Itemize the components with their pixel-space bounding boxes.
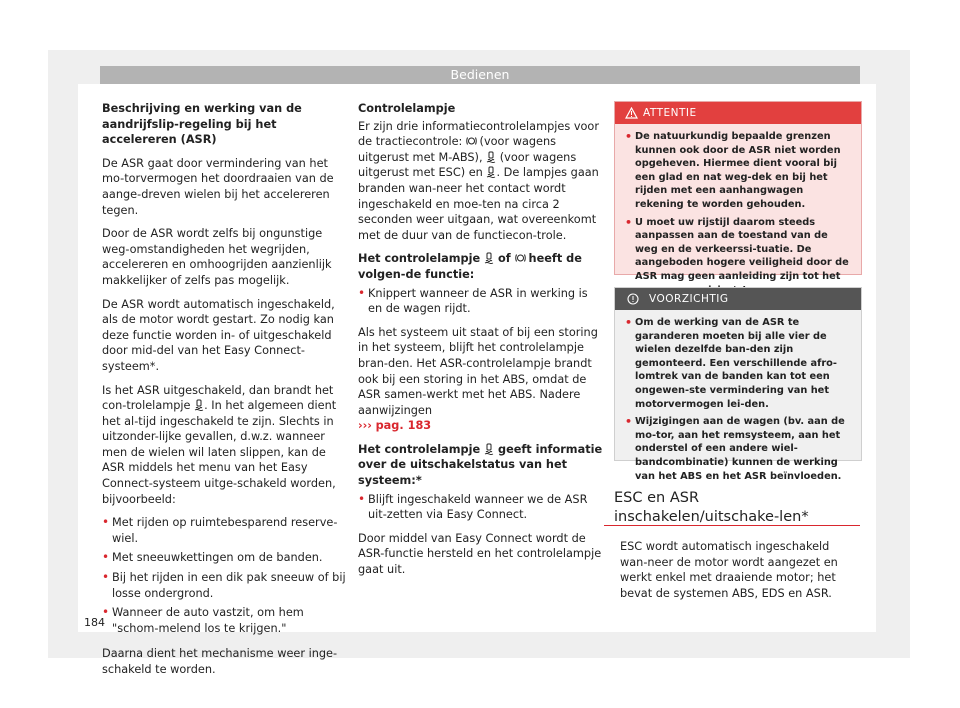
warning-triangle-icon <box>625 107 638 119</box>
section-divider <box>604 525 860 526</box>
caution-header <box>615 288 861 310</box>
asr-heading: Beschrijving en werking van de aandrijfslip-regeling bij het accelereren (ASR) <box>102 102 302 147</box>
warning-title: ATTENTIE <box>643 107 697 119</box>
paragraph <box>102 383 348 508</box>
list-item: • Wijzigingen aan de wagen (bv. aan de mo-tor, aan het remsysteem, aan het onderstel of een andere wiel-bandcombinatie) kunnen de werking van het ABS en het ASR beïnvloeden. <box>625 415 845 482</box>
caution-title: VOORZICHTIG <box>649 293 729 305</box>
paragraph: De ASR wordt automatisch ingeschakeld, als de motor wordt gestart. Zo nodig kan deze functie worden in- of uitgeschakeld door mid-del van het Easy Connect-systeem*. <box>102 297 335 373</box>
text: Is het ASR uitgeschakeld, dan brandt het con-trolelampje <box>102 383 334 413</box>
page-number: 184 <box>84 616 105 629</box>
asr-off-lamp-icon <box>486 166 496 178</box>
list-item: • Blijft ingeschakeld wanneer we de ASR uit-zetten via Easy Connect. <box>358 491 588 522</box>
paragraph: Door middel van Easy Connect wordt de ASR-functie hersteld en het controlelampje gaat uit. <box>358 531 602 577</box>
list-item: • Bij het rijden in een dik pak sneeuw of bij losse ondergrond. <box>102 570 346 600</box>
list-item: • Wanneer de auto vastzit, om hem "schom-melend los te krijgen." <box>102 605 304 635</box>
abs-lamp-icon <box>466 135 476 147</box>
subheading: Het controlelampje of heeft de volgen-de functie: <box>358 252 582 281</box>
column-middle <box>358 101 604 586</box>
text: . In het algemeen dient het al-tijd ingeschakeld te zijn. Slechts in uitzonder-lijke gevallen, d.w.z. wanneer men de wielen wil laten slippen, kan de ASR middels het menu van het Easy Connect-systeem uitge-schakeld worden, bijvoorbeeld: <box>102 399 337 506</box>
warning-box <box>614 101 862 282</box>
subheading: Het controlelampje geeft informatie over de uitschakelstatus van het systeem:* <box>358 442 603 488</box>
list-item: • Met sneeuwkettingen om de banden. <box>102 550 323 565</box>
controlelampje-heading: Controlelampje <box>358 102 456 115</box>
list-item: • Knippert wanneer de ASR in werking is en de wagen rijdt. <box>358 285 588 316</box>
section-header: Bedienen <box>100 66 860 84</box>
column-left <box>102 101 348 686</box>
page-reference-link[interactable]: pag. 183 <box>375 419 432 433</box>
reference-arrow: ››› <box>358 419 372 433</box>
caution-box <box>614 287 862 482</box>
esc-lamp-icon <box>486 151 496 163</box>
list-item: • De natuurkundig bepaalde grenzen kunnen ook door de ASR niet worden opgeheven. Hiermee dient vooral bij een glad en nat weg-dek en bij het rijden met een aanhangwagen rekening te worden gehouden. <box>625 130 841 210</box>
asr-off-lamp-icon <box>194 399 204 411</box>
warning-header <box>615 102 861 124</box>
paragraph: De ASR gaat door vermindering van het mo-torvermogen het doordraaien van de aange-dreven wielen bij het accelereren tegen. <box>102 156 334 217</box>
paragraph: Daarna dient het mechanisme weer inge-schakeld te worden. <box>102 647 338 676</box>
paragraph: Er zijn drie informatiecontrolelampjes voor de tractiecontrole: (voor wagens uitgerust met M-ABS), (voor wagens uitgerust met ESC) en . De lampjes gaan branden wan-neer het contact wordt ingeschakeld en moe-ten na circa 2 seconden weer uitgaan, wat overeenkomt met de duur van de functiecon-trole. <box>358 119 599 242</box>
list-item: • Om de werking van de ASR te garanderen moeten bij alle vier de wielen dezelfde ban-den zijn gemonteerd. Een verschillende afro-lomtrek van de banden kan tot een ongewen-ste vermindering van het motorvermogen lei-den. <box>625 316 837 410</box>
section-title: ESC en ASR inschakelen/uitschake-len* <box>614 490 809 525</box>
paragraph: Als het systeem uit staat of bij een storing in het systeem, blijft het controlelampje bran-den. Het ASR-controlelampje brandt ook bij een storing in het ABS, omdat de ASR samen-werkt met het ABS. Nadere aanwijzingen ››› pag. 183 <box>358 325 598 433</box>
list-item: • U moet uw rijstijl daarom steeds aanpassen aan de toestand van de weg en de verkeerssi-tuatie. De aangeboden hogere veiligheid door de ASR mag geen aanleiding zijn tot het <box>625 215 849 282</box>
list-item: • Met rijden op ruimtebesparend reserve-wiel. <box>102 515 338 545</box>
esc-lamp-icon <box>484 252 494 264</box>
paragraph: Door de ASR wordt zelfs bij ongunstige weg-omstandigheden het wegrijden, accelereren en omhoogrijden aanzienlijk makkelijker of zelfs pas mogelijk. <box>102 227 332 287</box>
abs-lamp-icon <box>515 252 525 264</box>
info-circle-icon <box>627 293 639 305</box>
section-text: ESC wordt automatisch ingeschakeld wan-neer de motor wordt aangezet en werkt enkel met draaiende motor; het bevat de systemen ABS, EDS en ASR. <box>620 540 838 600</box>
asr-off-lamp-icon <box>484 443 494 455</box>
